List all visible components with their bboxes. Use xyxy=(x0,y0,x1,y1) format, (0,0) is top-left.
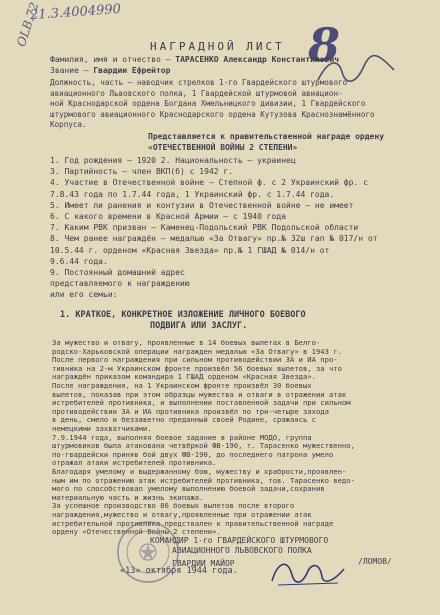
narrative-line: истребителей противника, и выполнении поставленной задачи при сильном xyxy=(52,398,351,408)
narrative-line: ным им по отражению атак истребителей противника, тов. Тарасенко ведо- xyxy=(52,475,355,485)
name-value: ТАРАСЕНКО Александр Константинович xyxy=(175,55,340,64)
narrative-line: После награждения, на 1 Украинском фронте произвёл 30 боевых xyxy=(52,381,312,390)
narrative-line: ордену «Отечественной Войны 2 степени». xyxy=(52,527,221,537)
narrative-line: в день, смело и беззаветно преданный своей Родине, сражаясь с xyxy=(52,415,316,425)
questionnaire-line: 8. Чем ранее награждён – медалью «За Отвагу» пр.№ 32ш гап № 017/н от xyxy=(50,234,378,244)
position-line: авиационного Львовского полка, 1 Гвардейской штурмовой авиацион- xyxy=(50,88,343,98)
name-label: Фамилия, имя и отчество – xyxy=(50,55,171,64)
narrative-line: За успешное производство 86 боевых вылетов после второго xyxy=(52,501,295,511)
questionnaire-line: 10.5.44 г. орденом «Красная Звезда» пр.№ 1 ГШАД № 014/н от xyxy=(50,245,330,255)
narrative-line: по-гвардейски приняв бой двух ФВ-190, до последнего патрона умело xyxy=(52,449,334,459)
round-seal xyxy=(116,520,180,584)
questionnaire-line: 6. С какого времени в Красной Армии – с 1940 года xyxy=(50,212,287,221)
document-title: НАГРАДНОЙ ЛИСТ xyxy=(150,40,285,53)
commander-unit: АВИАЦИОННОГО ЛЬВОВСКОГО ПОЛКА xyxy=(172,546,312,555)
narrative-line: После первого награждения при сильном противодействии ЗА и ИА про- xyxy=(52,355,338,365)
commander-signature xyxy=(268,555,348,591)
rank-line xyxy=(50,66,170,75)
nomination-line: Представляется к правительственной награде ордену xyxy=(148,132,385,141)
top-signature xyxy=(316,50,396,90)
sheet-date: «13» октября 1944 года. xyxy=(120,566,238,576)
questionnaire-line: 1. Год рождения – 1920 2. Национальность – украинец xyxy=(50,156,296,165)
position-line: штурмового авиационного Краснодарского ордена Кутузова Краснознамённого xyxy=(50,109,375,119)
nomination-line: «ОТЕЧЕСТВЕННОЙ ВОЙНЫ 2 СТЕПЕНИ» xyxy=(148,142,298,152)
narrative-line: 7.9.1944 года, выполняя боевое задание в районе МОДО, группа xyxy=(52,432,312,442)
narrative-line: истребительной противника предствален к правительственной награде xyxy=(52,518,334,528)
questionnaire-line: представляемого к награждению xyxy=(50,279,190,289)
section-subtitle: ПОДВИГА ИЛИ ЗАСЛУГ. xyxy=(150,321,248,331)
narrative-line: За мужество и отвагу, проявленные в 14 боевых вылетах в Белго- xyxy=(52,338,321,347)
narrative-line: родско-Харьковской операции награжден медалью «За Отвагу» в 1943 г. xyxy=(52,346,342,356)
section-title: 1. КРАТКОЕ, КОНКРЕТНОЕ ИЗЛОЖЕНИЕ ЛИЧНОГО БОЕВОГО xyxy=(60,310,306,320)
position-line: ной Краснодарской ордена Богдана Хмельницкого дивизии, 1 Гвардейского xyxy=(50,99,366,108)
position-line: Корпуса. xyxy=(50,120,87,129)
questionnaire-line: 4. Участие в Отечественной войне – Степной ф. с 2 Украинский фр. с xyxy=(50,178,368,188)
questionnaire-line: 9. Постоянный домашний адрес xyxy=(50,268,185,277)
questionnaire-line: 7.8.43 года по 1.7.44 года, 1 Украинский фр. с 1.7.44 года. xyxy=(50,189,335,199)
narrative-line: Благодаря умелому и выдержанному бою, мужеству и храбрости,проявлен- xyxy=(52,467,347,476)
name-line xyxy=(50,55,339,64)
narrative-line: штурмовиков была атакована четвёркой ФВ-190, т. Тарасенко мужественно, xyxy=(52,441,355,451)
narrative-line: награждения,мужество и отвагу,проявленные при отражении атак xyxy=(52,510,312,519)
narrative-line: отражал атаки истребителей противника. xyxy=(52,458,217,468)
commander-rank: ГВАРДИИ МАЙОР xyxy=(172,559,235,568)
archive-number: 21.3.4004990 xyxy=(29,1,122,24)
questionnaire-line: 7. Каким РВК призван – Каменец-Подольский РВК Подольской области xyxy=(50,223,359,233)
rank-label: Звание – xyxy=(50,66,89,75)
signatory-name: /ЛОМОВ/ xyxy=(358,557,392,566)
archive-code: OLB.72 xyxy=(14,0,42,49)
questionnaire-line: или его семьи: xyxy=(50,290,118,300)
questionnaire-line: 5. Имеет ли ранения и контузии в Отечественной войне – не имеет xyxy=(50,200,354,210)
narrative-line: немецкими захватчиками. xyxy=(52,424,152,433)
narrative-line: вылетов, показав при этом образцы мужества и отваги в отражении атак xyxy=(52,389,347,399)
rank-value: Гвардии Ефрейтор xyxy=(93,66,171,75)
sheet-number: 8 xyxy=(308,18,341,72)
questionnaire-line: 9.6.44 года. xyxy=(50,256,108,266)
commander-title: КОМАНДИР 1-го ГВАРДЕЙСКОГО ШТУРМОВОГО xyxy=(150,536,329,545)
narrative-line: тивника на 2-м Украинском фронте произвёл 56 боевых вылетов, за что xyxy=(52,363,342,373)
questionnaire-line: 3. Партийность – член ВКП(б) с 1942 г. xyxy=(50,167,234,177)
narrative-line: мого по способствовал умелому выполнению боевой задачи,сохранив xyxy=(52,484,325,494)
narrative-line: награждён приказом командира 1 ГШАД орденом «Красная Звезда». xyxy=(52,372,316,382)
position-line: Должность, часть – наводчик стрелков 1-го Гвардейского штурмового xyxy=(50,78,348,87)
narrative-line: противодействии ЗА и ИА противника произвёл по три-четыре захода xyxy=(52,406,329,416)
narrative-line: материальную часть и жизнь экипажа. xyxy=(52,492,204,502)
